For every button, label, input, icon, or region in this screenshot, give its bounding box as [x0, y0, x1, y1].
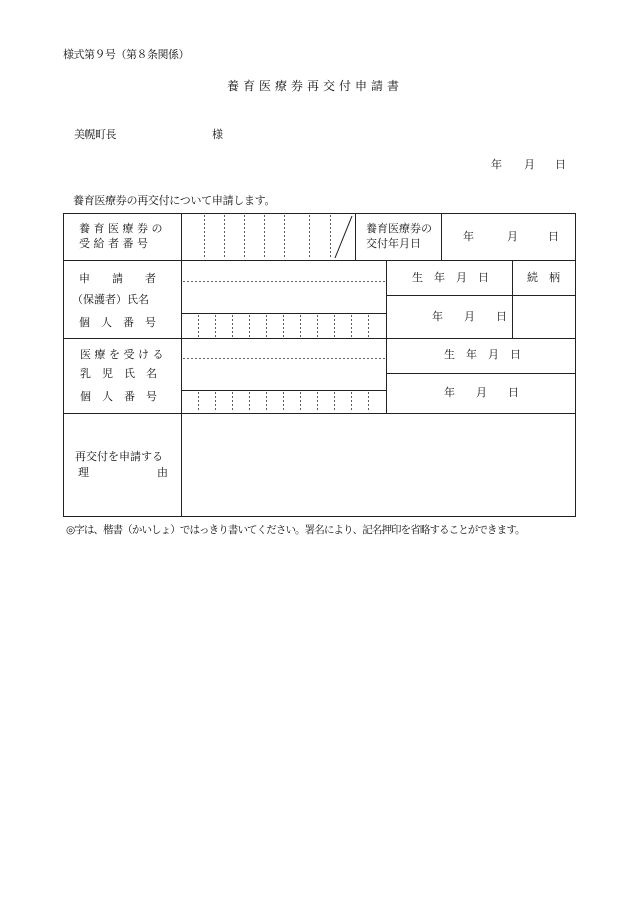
applicant-id-number-label: 個 人 番 号: [79, 316, 156, 329]
applicant-birth-month: 月: [464, 310, 475, 323]
reason-label-ri: 理: [78, 466, 89, 479]
infant-birth-year: 年: [444, 386, 455, 399]
reason-label-yu: 由: [157, 466, 168, 479]
addressee: 美幌町長: [74, 128, 116, 141]
table-border: [64, 214, 576, 517]
form-number: 様式第９号（第８条関係）: [63, 48, 189, 61]
applicant-birth-day: 日: [496, 310, 507, 323]
infant-label-line1: 医 療 を 受 け る: [80, 348, 164, 361]
issue-date-day: 日: [548, 230, 559, 243]
relation-label: 続 柄: [527, 271, 560, 284]
infant-birth-day: 日: [508, 386, 519, 399]
issue-date-year: 年: [463, 230, 474, 243]
infant-id-number-label: 個 人 番 号: [80, 390, 157, 403]
applicant-label-line1: 申 請 者: [79, 272, 156, 285]
applicant-birth-year: 年: [432, 310, 443, 323]
application-date-day: 日: [555, 158, 566, 171]
reason-label-line1: 再交付を申請する: [75, 450, 163, 463]
application-date-month: 月: [524, 158, 535, 171]
footer-note: ◎字は、楷書（かいしょ）ではっきり書いてください。署名により、記名押印を省略することができます。: [66, 524, 525, 536]
applicant-label-line2: （保護者）氏名: [72, 293, 149, 306]
slash-mark: [335, 216, 352, 258]
issue-date-label-line1: 養育医療券の: [366, 222, 432, 235]
recipient-number-label-line2: 受 給 者 番 号: [79, 237, 148, 250]
recipient-number-label-line1: 養 育 医 療 券 の: [79, 222, 163, 235]
honorific: 様: [212, 128, 223, 141]
issue-date-month: 月: [507, 230, 518, 243]
infant-birth-date-label: 生 年 月 日: [444, 348, 521, 361]
applicant-birth-date-label: 生 年 月 日: [412, 271, 489, 284]
issue-date-label-line2: 交付年月日: [366, 237, 421, 250]
intro-statement: 養育医療券の再交付について申請します。: [73, 194, 276, 207]
infant-label-line2: 乳 児 氏 名: [80, 367, 157, 380]
infant-birth-month: 月: [476, 386, 487, 399]
page-title: 養育医療券再交付申請書: [226, 79, 403, 93]
application-date-year: 年: [491, 158, 502, 171]
